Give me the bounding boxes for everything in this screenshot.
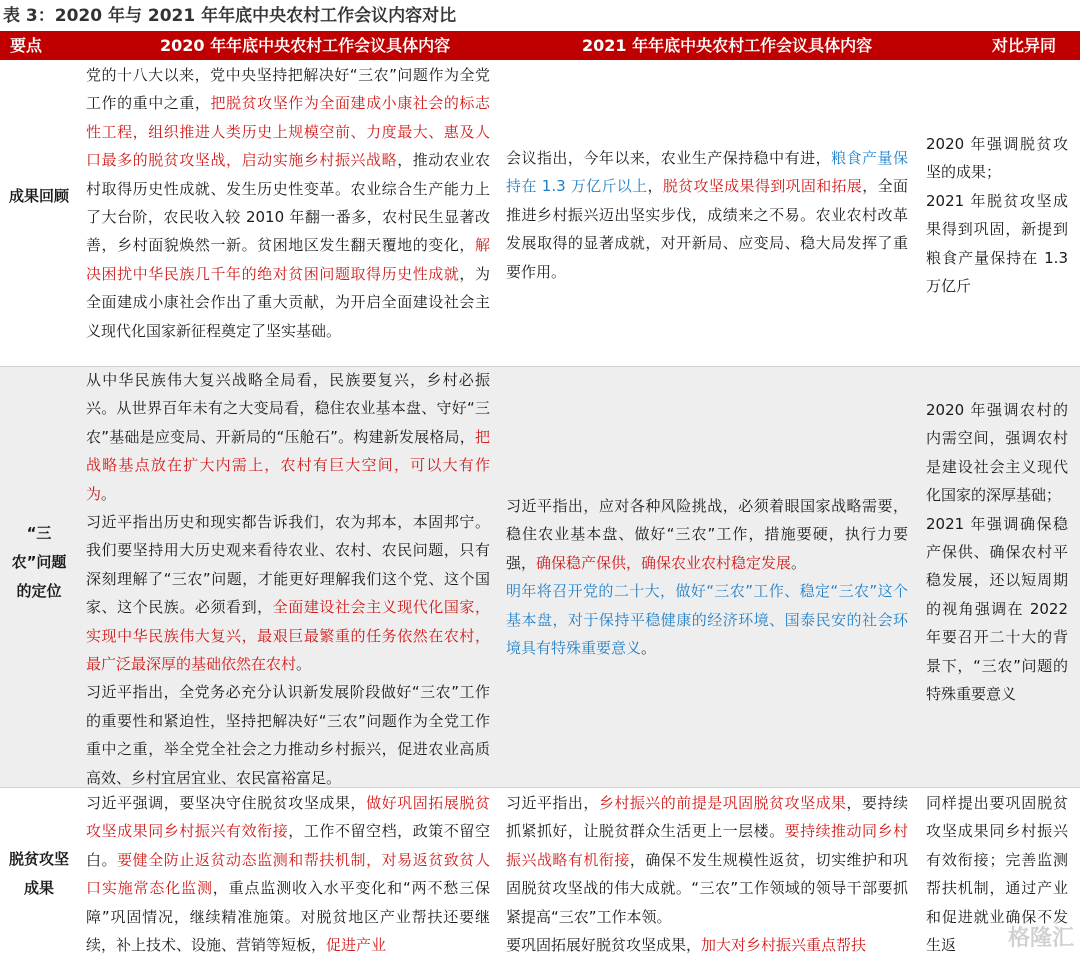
highlight-red: 加大对乡村振兴重点帮扶 <box>701 936 867 955</box>
cell-compare <box>926 396 1068 708</box>
row-poverty <box>0 788 1080 956</box>
cell-paragraph <box>86 61 490 345</box>
highlight-red: 把脱贫攻坚作为全面建成小康社会的标志性工程，组织推进人类历史上规模空前、力度最大、惠及人口最多的脱贫攻坚战，启动实施乡村振兴战略 <box>86 94 490 170</box>
text-run: 。 <box>791 553 807 572</box>
cell-paragraph <box>926 130 1068 187</box>
cell-2020 <box>86 789 490 956</box>
cell-2021 <box>506 492 908 662</box>
highlight-blue: 粮食产量保持在 1.3 万亿斤以上 <box>506 149 908 196</box>
header-key: 要点 <box>10 36 43 55</box>
text-run: 会议指出，今年以来，农业生产保持稳中有进， <box>506 149 832 167</box>
text-run: 同样提出要巩固脱贫攻坚成果同乡村振兴有效衔接；完善监测帮扶机制，通过产业和促进就业确保不发生返 <box>926 794 1068 955</box>
cell-2020 <box>86 61 490 345</box>
text-run: 。 <box>101 484 117 503</box>
cell-2021 <box>506 789 908 956</box>
text-run: 党的十八大以来，党中央坚持把解决好“三农”问题作为全党工作的重中之重， <box>86 66 490 113</box>
text-run: ，工作不留空档，政策不留空白。 <box>86 822 490 869</box>
highlight-blue: 明年将召开党的二十大，做好“三农”工作、稳定“三农”这个基本盘，对于保持平稳健康的经济环境、国泰民安的社会环境具有特殊重要意义 <box>506 582 908 658</box>
text-run: ，全面推进乡村振兴迈出坚实步伐，成绩来之不易。农业农村改革发展取得的显著成就，对开新局、应变局、稳大局发挥了重要作用。 <box>506 177 908 281</box>
text-run: 从中华民族伟大复兴战略全局看，民族要复兴，乡村必振兴。从世界百年未有之大变局看，稳住农业基本盘、守好“三农”基础是应变局、开新局的“压舱石”。构建新发展格局， <box>86 371 490 446</box>
text-run: ，重点监测收入水平变化和“两不愁三保障”巩固情况，继续精准施策。对脱贫地区产业帮扶还要继续，补上技术、设施、营销等短板， <box>86 879 490 955</box>
cell-paragraph <box>86 678 490 792</box>
text-run: 习近平强调，要坚决守住脱贫攻坚成果， <box>86 794 367 812</box>
cell-paragraph <box>926 187 1068 301</box>
cell-2021 <box>506 144 908 286</box>
table-header <box>0 31 1080 60</box>
row-achievements <box>0 60 1080 366</box>
text-run: 要巩固拓展好脱贫攻坚成果， <box>506 936 702 955</box>
text-run: 2020 年强调农村的内需空间，强调农村是建设社会主义现代化国家的深厚基础； <box>926 401 1068 505</box>
text-run: 习近平指出，全党务必充分认识新发展阶段做好“三农”工作的重要性和紧迫性，坚持把解决好“三农”问题作为全党工作重中之重，举全党全社会之力推动乡村振兴，促进农业高质高效、乡村宜居宜业、农民富裕富足。 <box>86 683 490 787</box>
text-run: ，确保不发生规模性返贫，切实维护和巩固脱贫攻坚战的伟大成就。“三农”工作领域的领导干部要抓紧提高“三农”工作本领。 <box>506 850 908 926</box>
text-run: 。 <box>296 655 312 674</box>
header-2021: 2021 年年底中央农村工作会议具体内容 <box>582 36 873 55</box>
header-compare: 对比异同 <box>992 36 1057 55</box>
header-2020: 2020 年年底中央农村工作会议具体内容 <box>160 36 451 55</box>
cell-paragraph <box>86 789 490 956</box>
highlight-red: 乡村振兴的前提是巩固脱贫攻坚成果 <box>598 794 847 812</box>
cell-paragraph <box>506 144 908 286</box>
cell-2020 <box>86 366 490 792</box>
cell-paragraph <box>86 508 490 678</box>
text-run: 2021 年强调确保稳产保供、确保农村平稳发展，还以短周期的视角强调在 2022 年要召开二十大的背景下，“三农”问题的特殊重要意义 <box>926 514 1068 704</box>
highlight-red: 要健全防止返贫动态监测和帮扶机制，对易返贫致贫人口实施常态化监测 <box>86 850 490 898</box>
row-positioning <box>0 367 1080 787</box>
text-run: ，为全面建成小康社会作出了重大贡献，为开启全面建设社会主义现代化国家新征程奠定了坚实基础。 <box>86 264 490 340</box>
text-run: 。 <box>641 639 657 658</box>
highlight-red: 脱贫攻坚成果得到巩固和拓展 <box>662 177 863 196</box>
cell-paragraph <box>86 366 490 508</box>
highlight-red: 要持续推动同乡村振兴战略有机衔接 <box>506 822 908 869</box>
cell-paragraph <box>926 396 1068 510</box>
cell-paragraph <box>506 577 908 662</box>
cell-paragraph <box>506 492 908 577</box>
text-run: ，要持续抓紧抓好，让脱贫群众生活更上一层楼。 <box>506 794 908 841</box>
cell-paragraph <box>926 510 1068 709</box>
row-key: 脱贫攻坚成果 <box>8 850 69 897</box>
cell-paragraph <box>506 931 908 956</box>
text-run: 2020 年强调脱贫攻坚的成果； <box>926 135 1068 182</box>
highlight-red: 把战略基点放在扩大内需上，农村有巨大空间，可以大有作为 <box>86 427 490 503</box>
text-run: ，推动农业农村取得历史性成就、发生历史性变革。农业综合生产能力上了大台阶，农民收入较 2010 年翻一番多，农村民生显著改善，乡村面貌焕然一新。贫困地区发生翻天覆地的变化， <box>86 151 490 255</box>
highlight-red: 解决困扰中华民族几千年的绝对贫困问题取得历史性成就 <box>86 236 490 283</box>
highlight-red: 确保稳产保供，确保农业农村稳定发展 <box>536 553 792 572</box>
cell-compare <box>926 130 1068 300</box>
text-run: 2021 年脱贫攻坚成果得到巩固，新提到粮食产量保持在 1.3 万亿斤 <box>926 191 1068 296</box>
text-run: 习近平指出历史和现实都告诉我们，农为邦本，本固邦宁。我们要坚持用大历史观来看待农业、农村、农民问题，只有深刻理解了“三农”问题，才能更好理解我们这个党、这个国家、这个民族。必须看到， <box>86 513 490 617</box>
row-key: “三农”问题的定位 <box>11 524 67 600</box>
text-run: ， <box>647 177 663 196</box>
highlight-red: 促进产业 <box>326 936 387 955</box>
highlight-red: 做好巩固拓展脱贫攻坚成果同乡村振兴有效衔接 <box>86 794 490 841</box>
row-key: 成果回顾 <box>8 187 69 205</box>
text-run: 习近平指出，应对各种风险挑战，必须着眼国家战略需要，稳住农业基本盘、做好“三农”工作，措施要硬，执行力要强， <box>506 497 908 572</box>
cell-paragraph <box>506 789 908 931</box>
watermark-logo: 格隆汇 <box>1007 926 1074 951</box>
text-run: 习近平指出， <box>506 794 599 812</box>
table-title: 表 3：2020 年与 2021 年年底中央农村工作会议内容对比 <box>3 6 457 26</box>
highlight-red: 全面建设社会主义现代化国家，实现中华民族伟大复兴，最艰巨最繁重的任务依然在农村，最广泛最深厚的基础依然在农村 <box>86 598 490 674</box>
